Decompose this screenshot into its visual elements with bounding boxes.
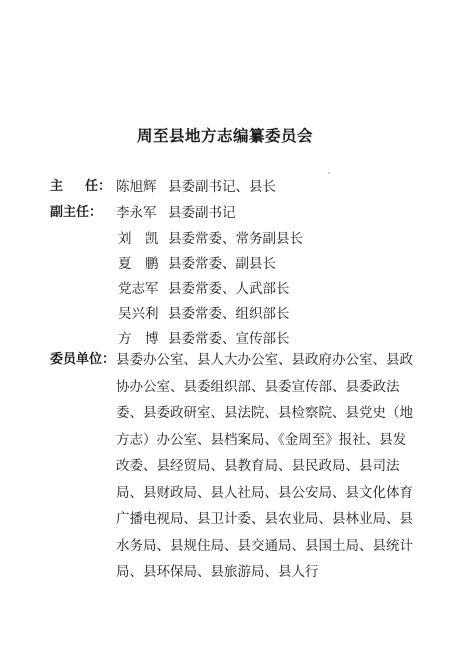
- director-post: 县委副书记、县长: [168, 179, 276, 195]
- deputy-post: 县委常委、宣传部长: [168, 331, 290, 347]
- director-name: 陈旭辉: [116, 179, 157, 195]
- deputy-post: 县委常委、组织部长: [168, 306, 290, 322]
- deputy-name: 吴兴利: [118, 306, 159, 322]
- director-label-char-2: 任: [84, 179, 98, 194]
- deputy-name: 李永军: [116, 205, 157, 221]
- deputy-post: 县委常委、副县长: [168, 256, 276, 272]
- committee-line: 县委办公室、县人大办公室、县政府办公室、县政: [116, 352, 413, 368]
- director-label-colon: ：: [98, 179, 112, 194]
- committee-line: 局、县财政局、县人社局、县公安局、县文化体育: [116, 484, 413, 501]
- deputy-name: 夏 鹏: [118, 256, 159, 272]
- speck-mark: [328, 172, 330, 174]
- deputy-name: 刘 凯: [118, 231, 159, 247]
- deputy-name: 党志军: [118, 281, 159, 297]
- deputy-post: 县委常委、常务副县长: [168, 231, 303, 247]
- committee-line: 委、县委政研室、县法院、县检察院、县党史（地: [116, 405, 413, 421]
- committee-units: [116, 347, 416, 586]
- committee-line: 水务局、县规住局、县交通局、县国土局、县统计: [116, 537, 413, 554]
- committee-line: 局、县环保局、县旅游局、县人行: [116, 564, 319, 580]
- committee-line: 改委、县经贸局、县教育局、县民政局、县司法: [116, 458, 400, 474]
- director-label-char-1: 主: [50, 179, 64, 194]
- director-label: [50, 177, 118, 197]
- committee-line: 方志）办公室、县档案局、《金周至》报社、县发: [116, 431, 407, 448]
- deputy-post: 县委常委、人武部长: [168, 281, 290, 297]
- deputy-name: 方 博: [118, 331, 159, 347]
- deputy-post: 县委副书记: [168, 205, 236, 221]
- page-title: 周至县地方志编纂委员会: [136, 127, 313, 145]
- director-label-spread: [50, 177, 98, 197]
- committee-line: 广播电视局、县卫计委、县农业局、县林业局、县: [116, 511, 413, 527]
- deputy-label: 副主任：: [50, 205, 103, 220]
- committee-line: 协办公室、县委组织部、县委宣传部、县委政法: [116, 378, 400, 395]
- committee-label: 委员单位：: [50, 352, 116, 367]
